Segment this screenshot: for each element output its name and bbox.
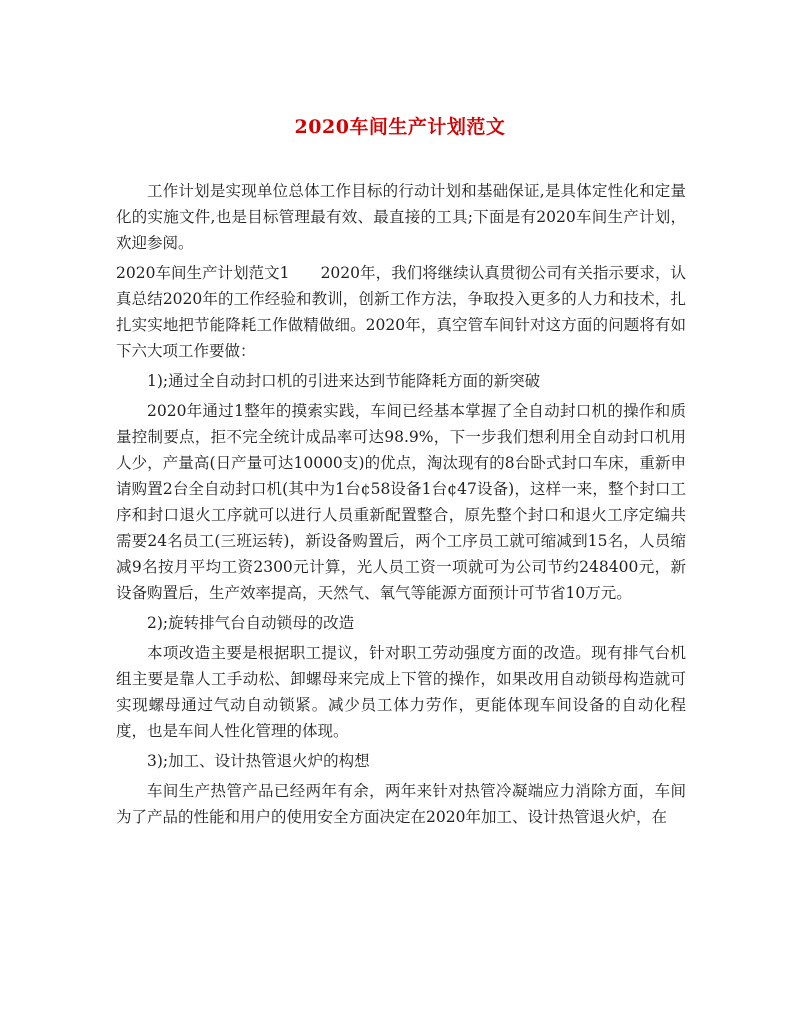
document-body	[116, 178, 686, 830]
heading-item-2: 2);旋转排气台自动锁母的改造	[147, 614, 355, 632]
paragraph-plan-1: 2020车间生产计划范文1 2020年，我们将继续认真贯彻公司有关指示要求，认真总结2020年的工作经验和教训，创新工作方法，争取投入更多的人力和技术，扎扎实实地把节能降耗工作做精做细。2020年，真空管车间针对这方面的问题将有如下六大项工作要做：	[116, 264, 686, 360]
heading-item-1: 1);通过全自动封口机的引进来达到节能降耗方面的新突破	[147, 372, 541, 390]
heading-item-3: 3);加工、设计热管退火炉的构想	[147, 752, 370, 770]
paragraph-item-2-body: 本项改造主要是根据职工提议，针对职工劳动强度方面的改造。现有排气台机组主要是靠人工手动松、卸螺母来完成上下管的操作，如果改用自动锁母构造就可实现螺母通过气动自动锁紧。减少员工体力劳作，更能体现车间设备的自动化程度，也是车间人性化管理的体现。	[116, 644, 686, 740]
paragraph-item-3-body: 车间生产热管产品已经两年有余，两年来针对热管冷凝端应力消除方面，车间为了产品的性能和用户的使用安全方面决定在2020年加工、设计热管退火炉，在	[116, 782, 686, 826]
document-title: 2020车间生产计划范文	[294, 116, 506, 138]
paragraph-intro: 工作计划是实现单位总体工作目标的行动计划和基础保证,是具体定性化和定量化的实施文件,也是目标管理最有效、最直接的工具;下面是有2020车间生产计划，欢迎参阅。	[116, 182, 686, 252]
paragraph-item-1-body: 2020年通过1整年的摸索实践，车间已经基本掌握了全自动封口机的操作和质量控制要点，拒不完全统计成品率可达98.9%，下一步我们想利用全自动封口机用人少，产量高(日产量可达10000支)的优点，淘汰现有的8台卧式封口车床，重新申请购置2台全自动封口机(其中为1台¢58设备1台¢47设备)，这样一来，整个封口工序和封口退火工序就可以进行人员重新配置整合，原先整个封口和退火工序定编共需要24名员工(三班运转)，新设备购置后，两个工序员工就可缩减到15名，人员缩减9名按月平均工资2300元计算，光人员工资一项就可为公司节约248400元，新设备购置后，生产效率提高，天然气、氧气等能源方面预计可节省10万元。	[116, 402, 686, 602]
